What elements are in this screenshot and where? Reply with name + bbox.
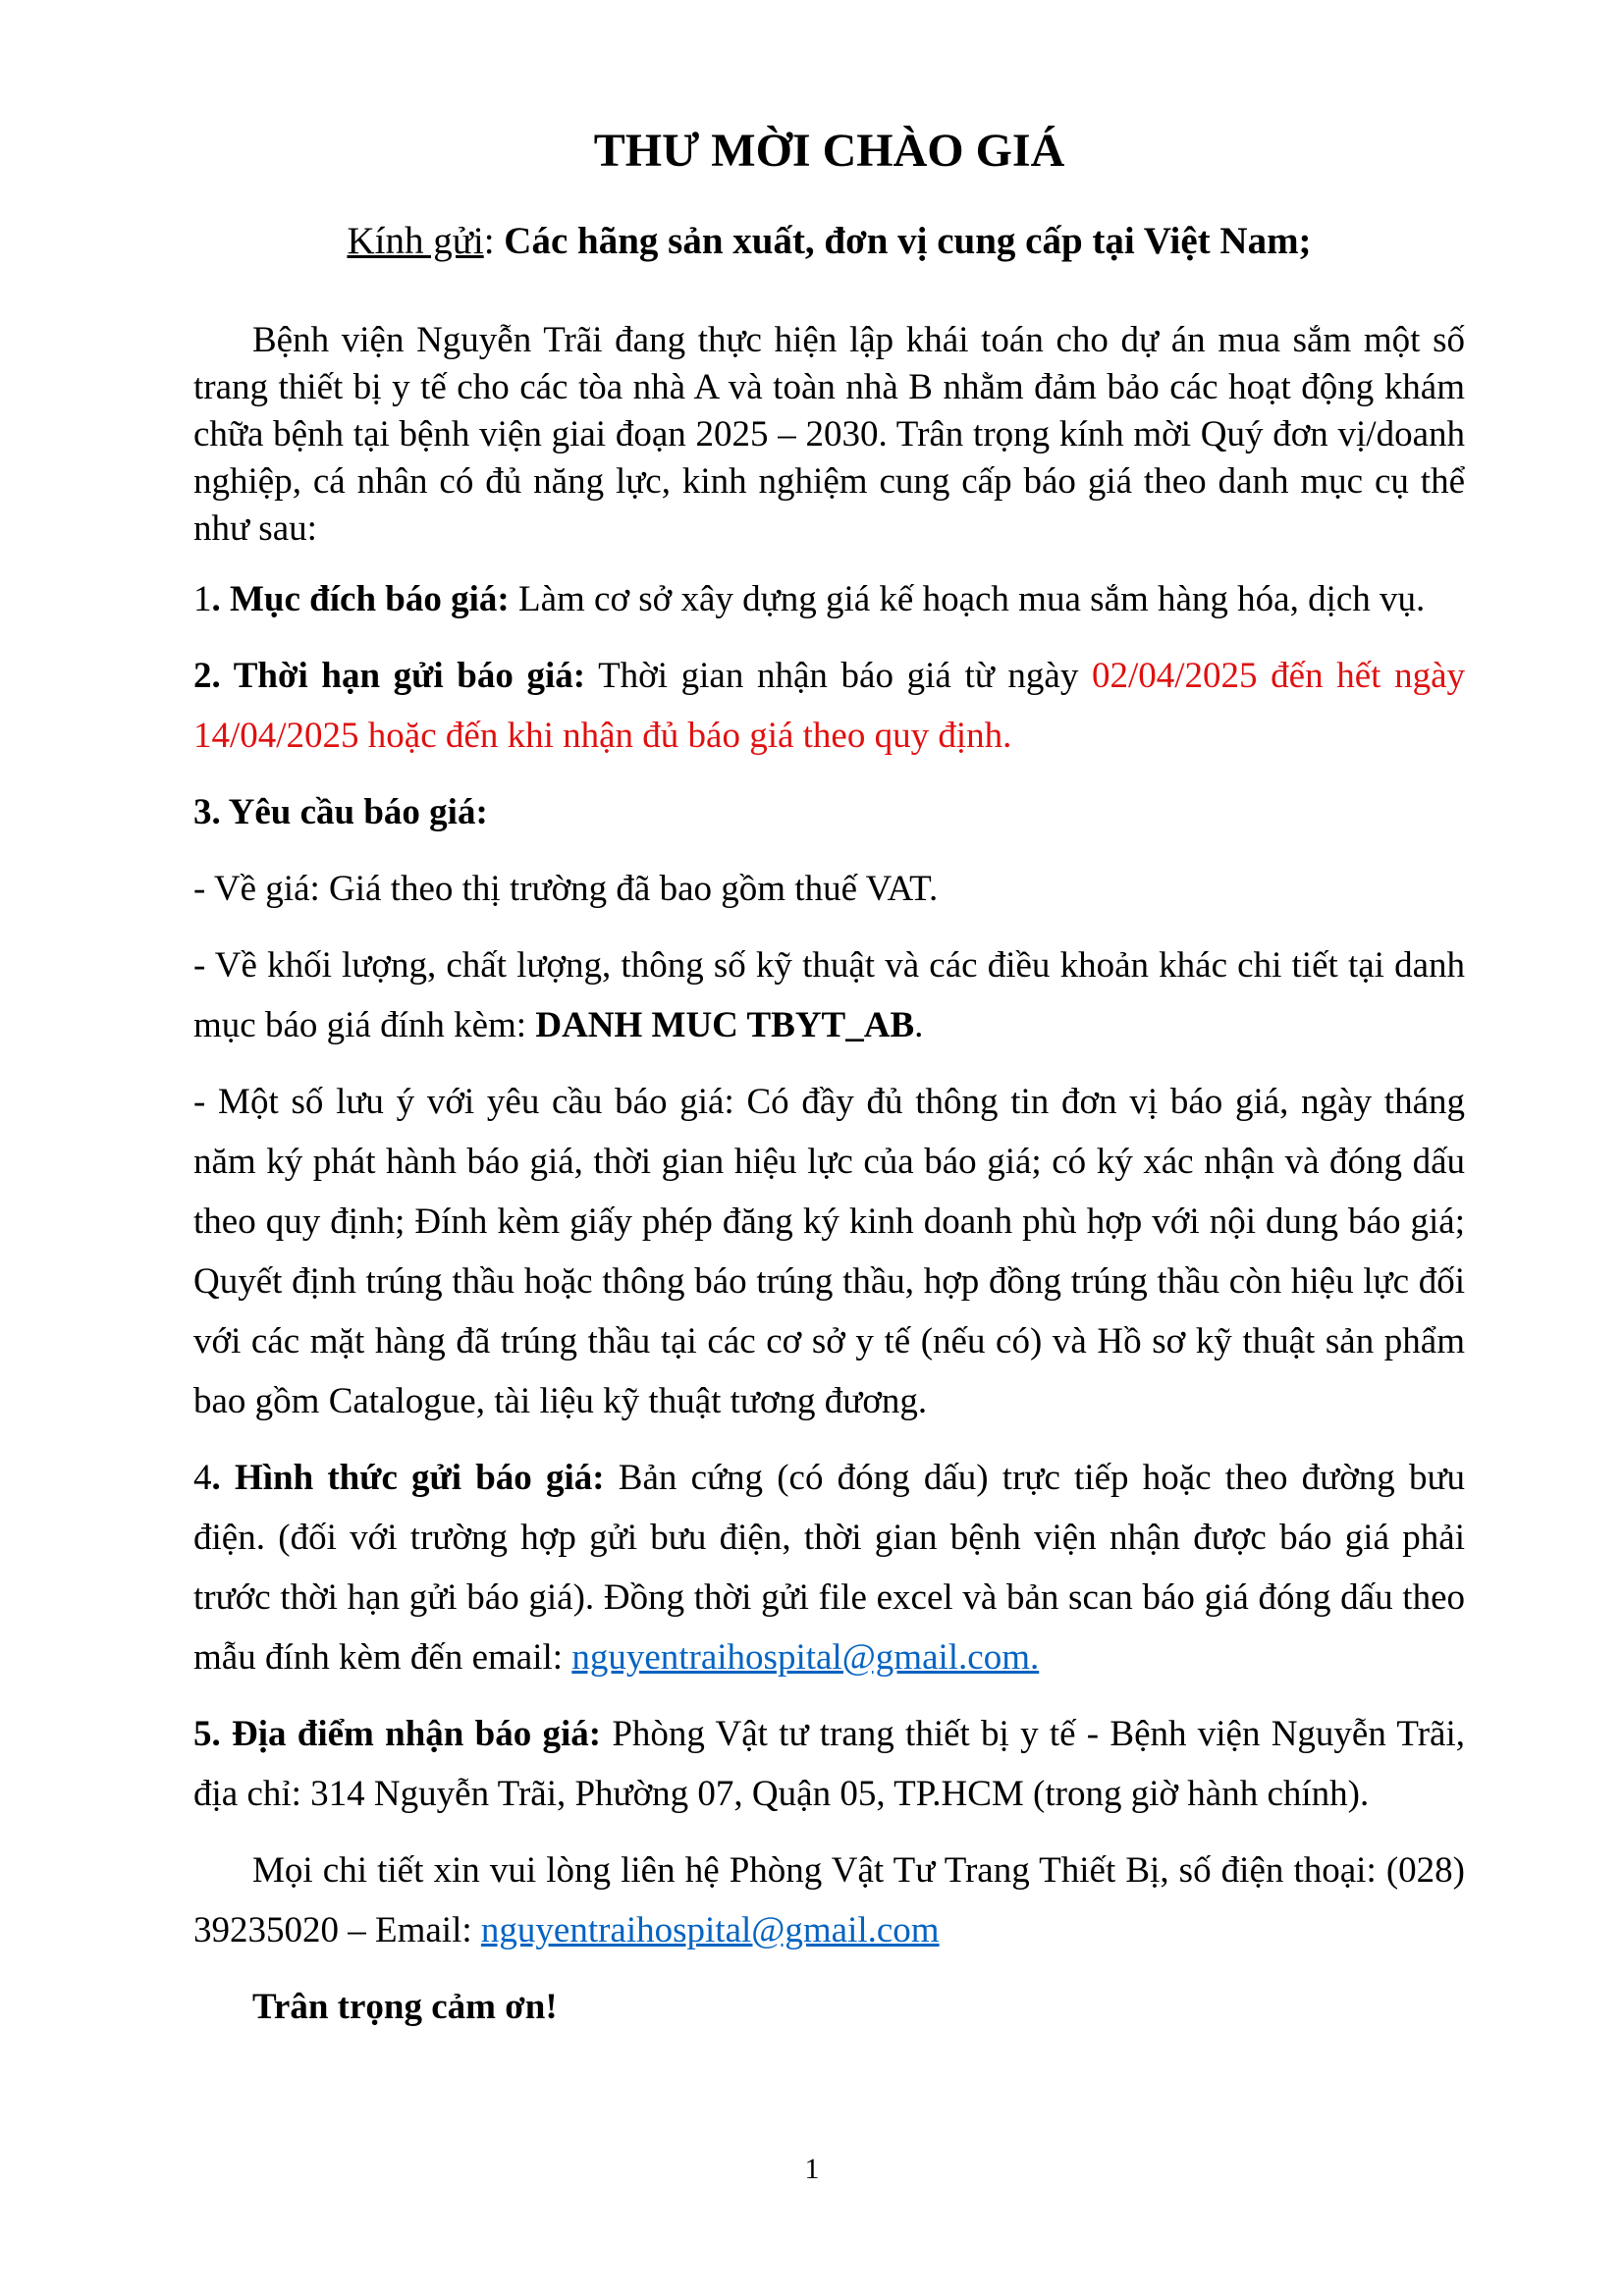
section-3-specs-doc-name: DANH MUC TBYT_AB	[535, 1005, 915, 1045]
section-2-deadline-dates: 02/04/2025 đến hết ngày 14/04/2025 hoặc đến khi nhận đủ báo giá theo quy định.	[193, 656, 1465, 756]
section-4-heading: . Hình thức gửi báo giá:	[211, 1458, 605, 1498]
contact-email-link[interactable]: nguyentraihospital@gmail.com	[480, 1910, 940, 1950]
salutation-separator: :	[483, 220, 505, 262]
section-4-text: Bản cứng (có đóng dấu) trực tiếp hoặc theo đường bưu điện. (đối với trường hợp gửi bưu điện, thời gian bệnh viện nhận được báo giá phải trước thời hạn gửi báo giá). Đồng thời gửi file excel và bản scan báo giá đóng dấu theo mẫu đính kèm đến email:	[193, 1458, 1465, 1678]
section-3-specs-text: - Về khối lượng, chất lượng, thông số kỹ thuật và các điều khoản khác chi tiết tại danh mục báo giá đính kèm:	[193, 945, 1465, 1045]
section-5-location	[193, 1704, 1465, 1824]
section-4-delivery	[193, 1448, 1465, 1687]
page-title: THƯ MỜI CHÀO GIÁ	[593, 125, 1065, 177]
salutation-recipient: Các hãng sản xuất, đơn vị cung cấp tại Việt Nam;	[504, 220, 1312, 262]
salutation-line	[193, 217, 1465, 266]
section-1-purpose	[193, 569, 1465, 629]
section-1-number: 1	[193, 579, 212, 619]
section-2-heading: 2. Thời hạn gửi báo giá:	[193, 656, 586, 696]
delivery-email-link[interactable]: nguyentraihospital@gmail.com.	[571, 1637, 1040, 1678]
section-2-deadline	[193, 646, 1465, 766]
salutation-label: Kính gửi	[347, 220, 484, 262]
section-3-heading: 3. Yêu cầu báo giá:	[193, 792, 488, 832]
contact-paragraph	[193, 1841, 1465, 1960]
section-2-text: Thời gian nhận báo giá từ ngày	[585, 656, 1092, 696]
section-3-item-price: - Về giá: Giá theo thị trường đã bao gồm thuế VAT.	[193, 869, 939, 909]
section-1-text: Làm cơ sở xây dựng giá kế hoạch mua sắm hàng hóa, dịch vụ.	[509, 579, 1426, 619]
page-number: 1	[804, 2153, 820, 2185]
closing-line: Trân trọng cảm ơn!	[252, 1987, 558, 2027]
section-1-heading: . Mục đích báo giá:	[211, 579, 510, 619]
section-3-heading-line	[193, 782, 1465, 842]
section-5-text: Phòng Vật tư trang thiết bị y tế - Bệnh viện Nguyễn Trãi, địa chỉ: 314 Nguyễn Trãi, Phường 07, Quận 05, TP.HCM (trong giờ hành chính).	[193, 1714, 1466, 1814]
section-3-item-notes: - Một số lưu ý với yêu cầu báo giá: Có đầy đủ thông tin đơn vị báo giá, ngày tháng năm ký phát hành báo giá, thời gian hiệu lực của báo giá; có ký xác nhận và đóng dấu theo quy định; Đính kèm giấy phép đăng ký kinh doanh phù hợp với nội dung báo giá; Quyết định trúng thầu hoặc thông báo trúng thầu, hợp đồng trúng thầu còn hiệu lực đối với các mặt hàng đã trúng thầu tại các cơ sở y tế (nếu có) và Hồ sơ kỹ thuật sản phẩm bao gồm Catalogue, tài liệu kỹ thuật tương đương.	[193, 1082, 1465, 1421]
section-4-number: 4	[193, 1458, 212, 1498]
intro-paragraph: Bệnh viện Nguyễn Trãi đang thực hiện lập khái toán cho dự án mua sắm một số trang thiết bị y tế cho các tòa nhà A và toàn nhà B nhằm đảm bảo các hoạt động khám chữa bệnh tại bệnh viện giai đoạn 2025 – 2030. Trân trọng kính mời Quý đơn vị/doanh nghiệp, cá nhân có đủ năng lực, kinh nghiệm cung cấp báo giá theo danh mục cụ thể như sau:	[193, 320, 1465, 549]
section-3-item-specs	[193, 935, 1465, 1055]
section-5-heading: 5. Địa điểm nhận báo giá:	[193, 1714, 602, 1754]
contact-text: Mọi chi tiết xin vui lòng liên hệ Phòng Vật Tư Trang Thiết Bị, số điện thoại: (028) 39235020 – Email:	[193, 1850, 1465, 1950]
section-3-specs-period: .	[914, 1005, 924, 1045]
